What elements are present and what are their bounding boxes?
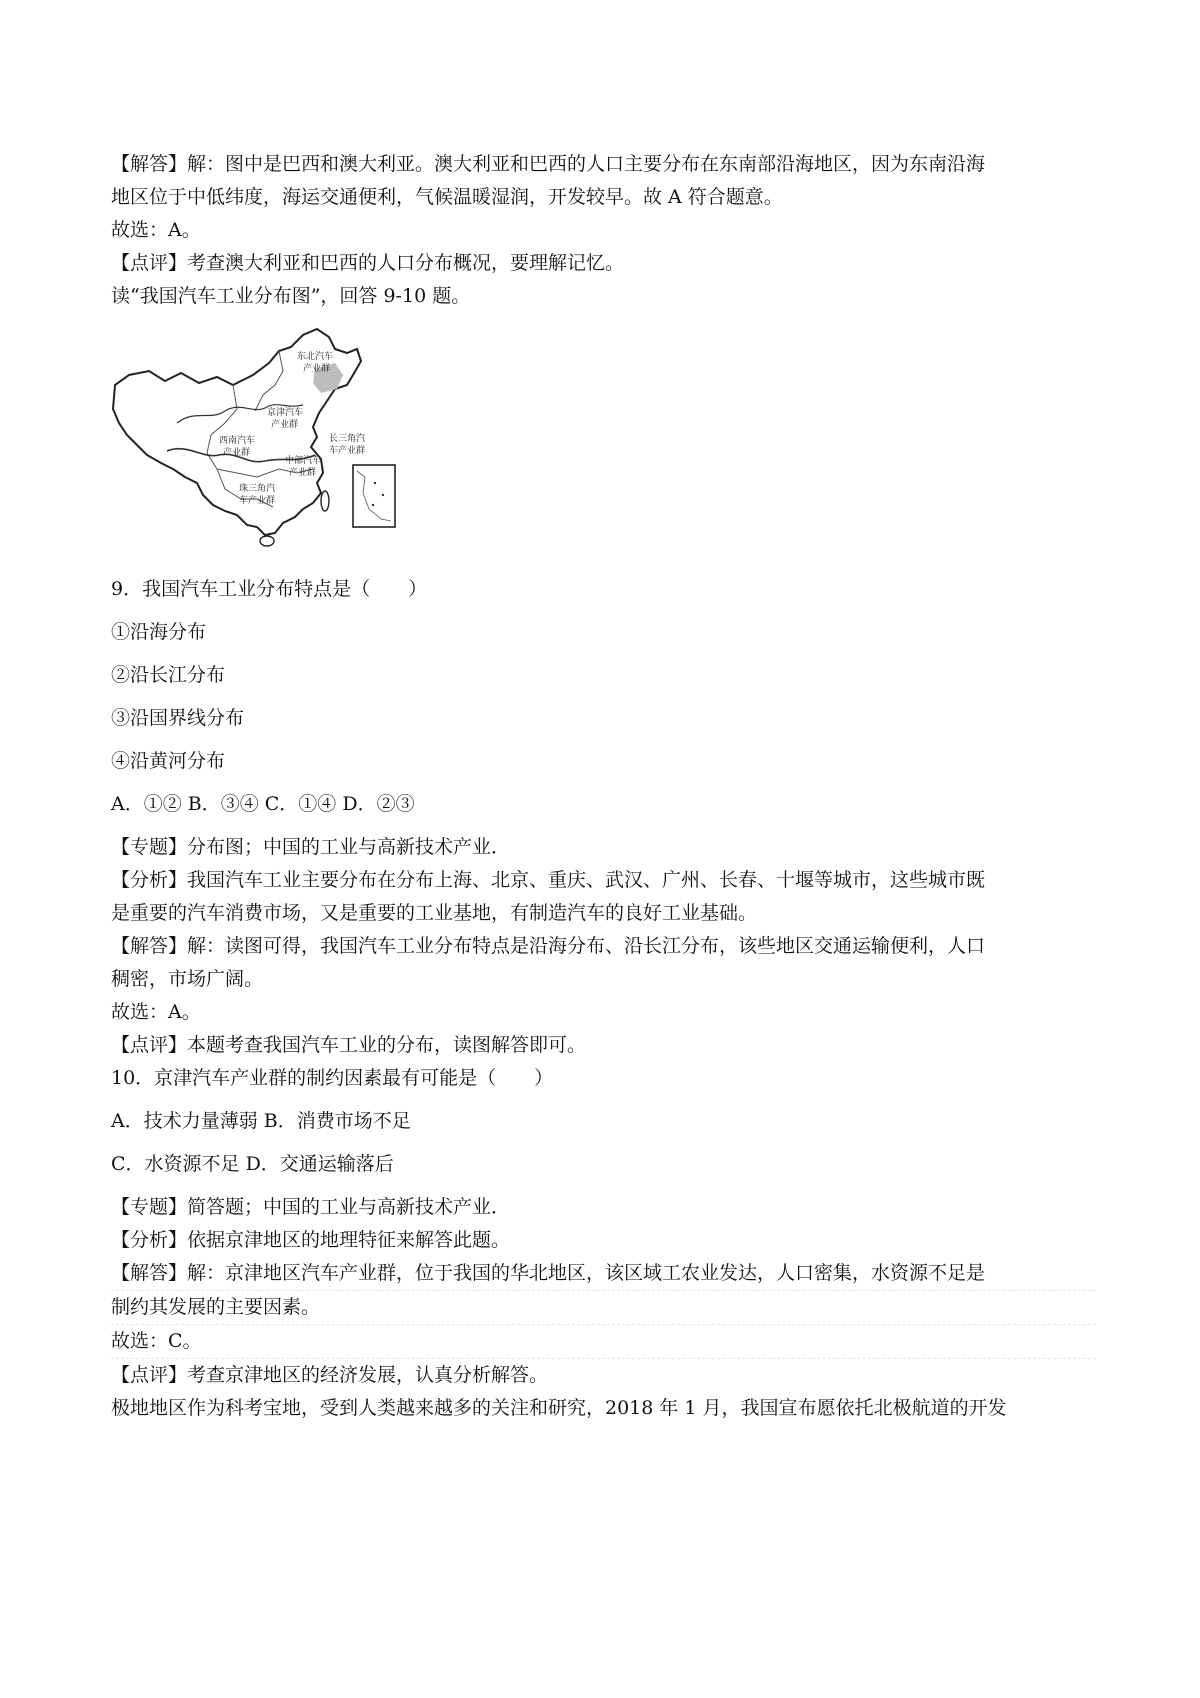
china-auto-industry-map — [107, 323, 427, 553]
map-figure — [107, 323, 427, 553]
q9-choice: 故选：A。 — [111, 1001, 201, 1023]
map-intro: 读“我国汽车工业分布图”，回答 9-10 题。 — [111, 285, 471, 307]
label-jingjin-line1: 京津汽车 — [267, 408, 304, 418]
inset-island — [372, 504, 374, 506]
q9-option-1: ①沿海分布 — [111, 621, 207, 643]
q9-option-3: ③沿国界线分布 — [111, 707, 245, 729]
q10-choices-line2: C．水资源不足 D．交通运输落后 — [111, 1153, 394, 1175]
q10-analysis: 【分析】依据京津地区的地理特征来解答此题。 — [111, 1229, 511, 1251]
q10-choices-line1: A．技术力量薄弱 B．消费市场不足 — [111, 1110, 411, 1132]
q9-answer-line2: 稠密，市场广阔。 — [111, 968, 264, 990]
label-northeast-line1: 东北汽车 — [297, 352, 334, 362]
label-jingjin-line2: 产业群 — [271, 420, 299, 430]
label-pearl-line2: 车产业群 — [239, 496, 276, 506]
inset-island — [374, 482, 376, 484]
q10-question: 10．京津汽车产业群的制约因素最有可能是（ ） — [111, 1067, 554, 1089]
document-page — [111, 148, 1096, 1425]
label-central-cluster — [285, 454, 321, 478]
q10-answer-line2: 制约其发展的主要因素。 — [111, 1291, 1096, 1325]
q9-choices: A．①② B．③④ C．①④ D．②③ — [111, 793, 415, 815]
q10-topic: 【专题】简答题；中国的工业与高新技术产业． — [111, 1196, 511, 1218]
q8-answer-line1: 【解答】解：图中是巴西和澳大利亚。澳大利亚和巴西的人口主要分布在东南部沿海地区，因为东南沿海 — [111, 153, 986, 175]
inset-coastline — [357, 471, 391, 521]
q10-answer-line1: 【解答】解：京津地区汽车产业群，位于我国的华北地区，该区域工农业发达，人口密集，水资源不足是 — [111, 1257, 1096, 1291]
label-yangtze-line1: 长三角汽 — [329, 434, 366, 444]
next-passage-intro: 极地地区作为科考宝地，受到人类越来越多的关注和研究，2018 年 1 月，我国宣布愿依托北极航道的开发 — [111, 1397, 1007, 1419]
label-northeast-line2: 产业群 — [303, 364, 331, 374]
q8-comment: 【点评】考查澳大利亚和巴西的人口分布概况，要理解记忆。 — [111, 252, 625, 274]
label-yangtze-line2: 车产业群 — [329, 446, 366, 456]
label-southwest-cluster — [219, 434, 255, 458]
label-jingjin-cluster — [267, 406, 303, 430]
q8-answer-line2: 地区位于中低纬度，海运交通便利，气候温暖湿润，开发较早。故 A 符合题意。 — [111, 186, 783, 208]
q9-analysis-line1: 【分析】我国汽车工业主要分布在分布上海、北京、重庆、武汉、广州、长春、十堰等城市，这些城市既 — [111, 869, 986, 891]
q10-comment: 【点评】考查京津地区的经济发展，认真分析解答。 — [111, 1364, 549, 1386]
q9-option-2: ②沿长江分布 — [111, 664, 226, 686]
label-northeast-cluster — [297, 350, 333, 374]
label-southwest-line1: 西南汽车 — [219, 436, 256, 446]
label-central-line2: 产业群 — [289, 468, 317, 478]
q10-choice: 故选：C。 — [111, 1325, 1096, 1359]
q9-topic: 【专题】分布图；中国的工业与高新技术产业． — [111, 836, 511, 858]
hainan-outline — [260, 536, 274, 546]
q9-option-4: ④沿黄河分布 — [111, 750, 226, 772]
label-pearl-line1: 珠三角汽 — [239, 484, 276, 494]
label-southwest-line2: 产业群 — [223, 448, 251, 458]
taiwan-outline — [321, 491, 329, 511]
inset-island — [382, 494, 384, 496]
q9-question: 9．我国汽车工业分布特点是（ ） — [111, 578, 428, 600]
south-china-sea-inset — [353, 465, 395, 527]
province-border — [255, 351, 283, 411]
province-border — [207, 385, 237, 473]
q9-comment: 【点评】本题考查我国汽车工业的分布，读图解答即可。 — [111, 1034, 587, 1056]
q8-choice: 故选：A。 — [111, 219, 201, 241]
q9-answer-line1: 【解答】解：读图可得，我国汽车工业分布特点是沿海分布、沿长江分布，该些地区交通运输便利，人口 — [111, 935, 986, 957]
label-pearl-delta-cluster — [239, 482, 275, 506]
label-central-line1: 中部汽车 — [285, 456, 322, 466]
q9-analysis-line2: 是重要的汽车消费市场，又是重要的工业基地，有制造汽车的良好工业基础。 — [111, 902, 758, 924]
label-yangtze-delta-cluster — [329, 432, 365, 456]
